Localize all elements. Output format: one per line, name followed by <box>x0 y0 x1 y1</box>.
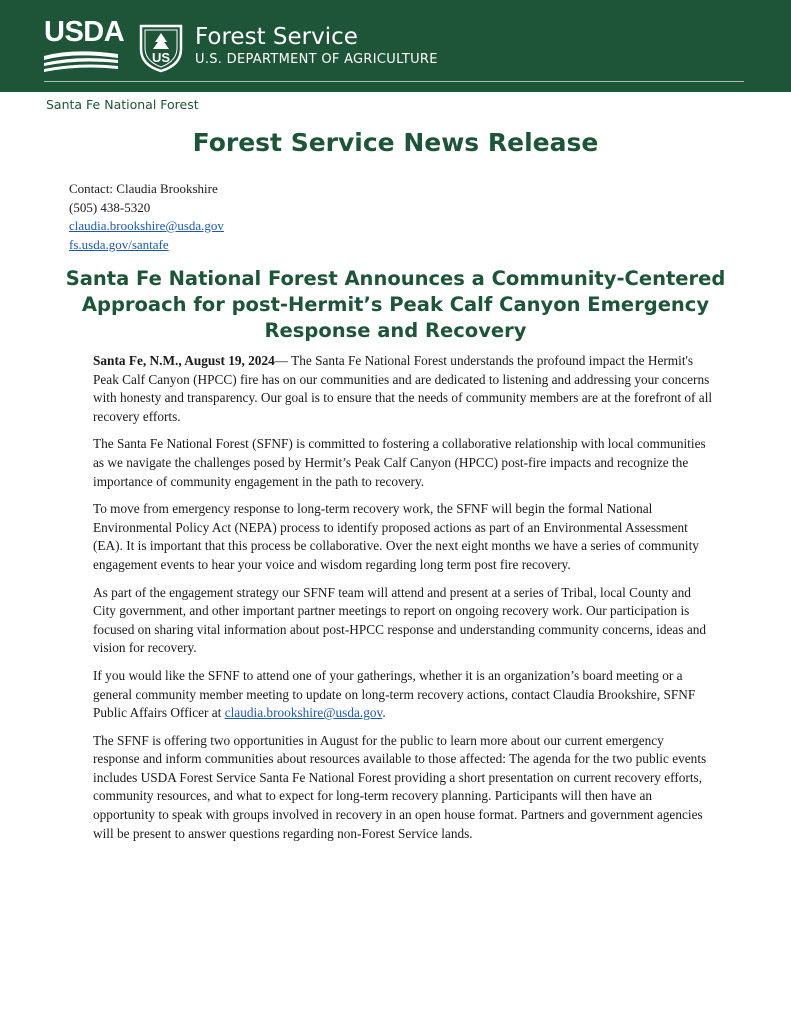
usda-logo-text: USDA <box>44 16 125 48</box>
paragraph-1 <box>93 352 713 426</box>
dateline: Santa Fe, N.M., August 19, 2024 <box>93 353 275 368</box>
contact-phone: (505) 438-5320 <box>69 199 151 215</box>
website-link[interactable]: fs.usda.gov/santafe <box>69 236 169 252</box>
shield-text: US <box>151 50 171 65</box>
article-body <box>93 352 713 852</box>
department-name: U.S. DEPARTMENT OF AGRICULTURE <box>195 52 438 67</box>
paragraph-5 <box>93 667 713 723</box>
contact-email-link[interactable]: claudia.brookshire@usda.gov <box>69 218 224 233</box>
paragraph-5-text: If you would like the SFNF to attend one of your gatherings, whether it is an organization’s board meeting or a general community member meeting to update on long-term recovery actions, contact Claudia Brookshire, SFNF Public Affairs Officer at <box>93 667 696 721</box>
paragraph-2: The Santa Fe National Forest (SFNF) is committed to fostering a collaborative relationship with local communities as we navigate the challenges posed by Hermit’s Peak Calf Canyon (HPCC) post-fire impacts and recognize the importance of community engagement in the path to recovery. <box>93 436 706 489</box>
usda-logo[interactable] <box>44 16 125 74</box>
contact-block <box>69 180 224 254</box>
contact-name: Contact: Claudia Brookshire <box>69 181 218 196</box>
paragraph-3: To move from emergency response to long-term recovery work, the SFNF will begin the formal National Environmental Policy Act (NEPA) process to identify proposed actions as part of an Environmental Assessment (EA). It is important that this process be collaborative. Over the next eight months we have a series of community engagement events to hear your voice and wisdom regarding long term post fire recovery. <box>93 501 699 572</box>
banner-divider <box>44 81 744 82</box>
paragraph-5-email-link[interactable]: claudia.brookshire@usda.gov <box>224 705 383 721</box>
paragraph-4: As part of the engagement strategy our SFNF team will attend and present at a series of Tribal, local County and City government, and other important partner meetings to report on ongoing recovery work. Our participation is focused on sharing vital information about post-HPCC response and understanding community concerns, ideas and vision for recovery. <box>93 584 707 656</box>
release-title: Forest Service News Release <box>192 128 599 157</box>
headline: Santa Fe National Forest Announces a Community-Centered Approach for post-Hermit’s Peak Calf Canyon Emergency Response and Recovery <box>65 267 726 342</box>
forest-name: Santa Fe National Forest <box>46 97 199 112</box>
header-banner <box>0 0 791 92</box>
agency-name: Forest Service <box>195 24 358 50</box>
usda-waves-icon <box>44 50 118 72</box>
paragraph-5-end: . <box>382 705 386 721</box>
forest-service-shield-icon[interactable] <box>138 23 184 73</box>
paragraph-1-text: — The Santa Fe National Forest understands the profound impact the Hermit's Peak Calf Canyon (HPCC) fire has on our communities and are dedicated to listening and addressing your concerns with honesty and transparency. Our goal is to ensure that the needs of community members are at the forefront of all recovery efforts. <box>93 353 713 424</box>
paragraph-6: The SFNF is offering two opportunities in August for the public to learn more about our current emergency response and inform communities about resources available to those affected: The agenda for the two public events includes USDA Forest Service Santa Fe National Forest providing a short presentation on current recovery efforts, community resources, and what to expect for long-term recovery planning. Participants will then have an opportunity to speak with groups involved in recovery in an open house format. Partners and government agencies will be present to answer questions regarding non-Forest Service lands. <box>93 732 707 841</box>
